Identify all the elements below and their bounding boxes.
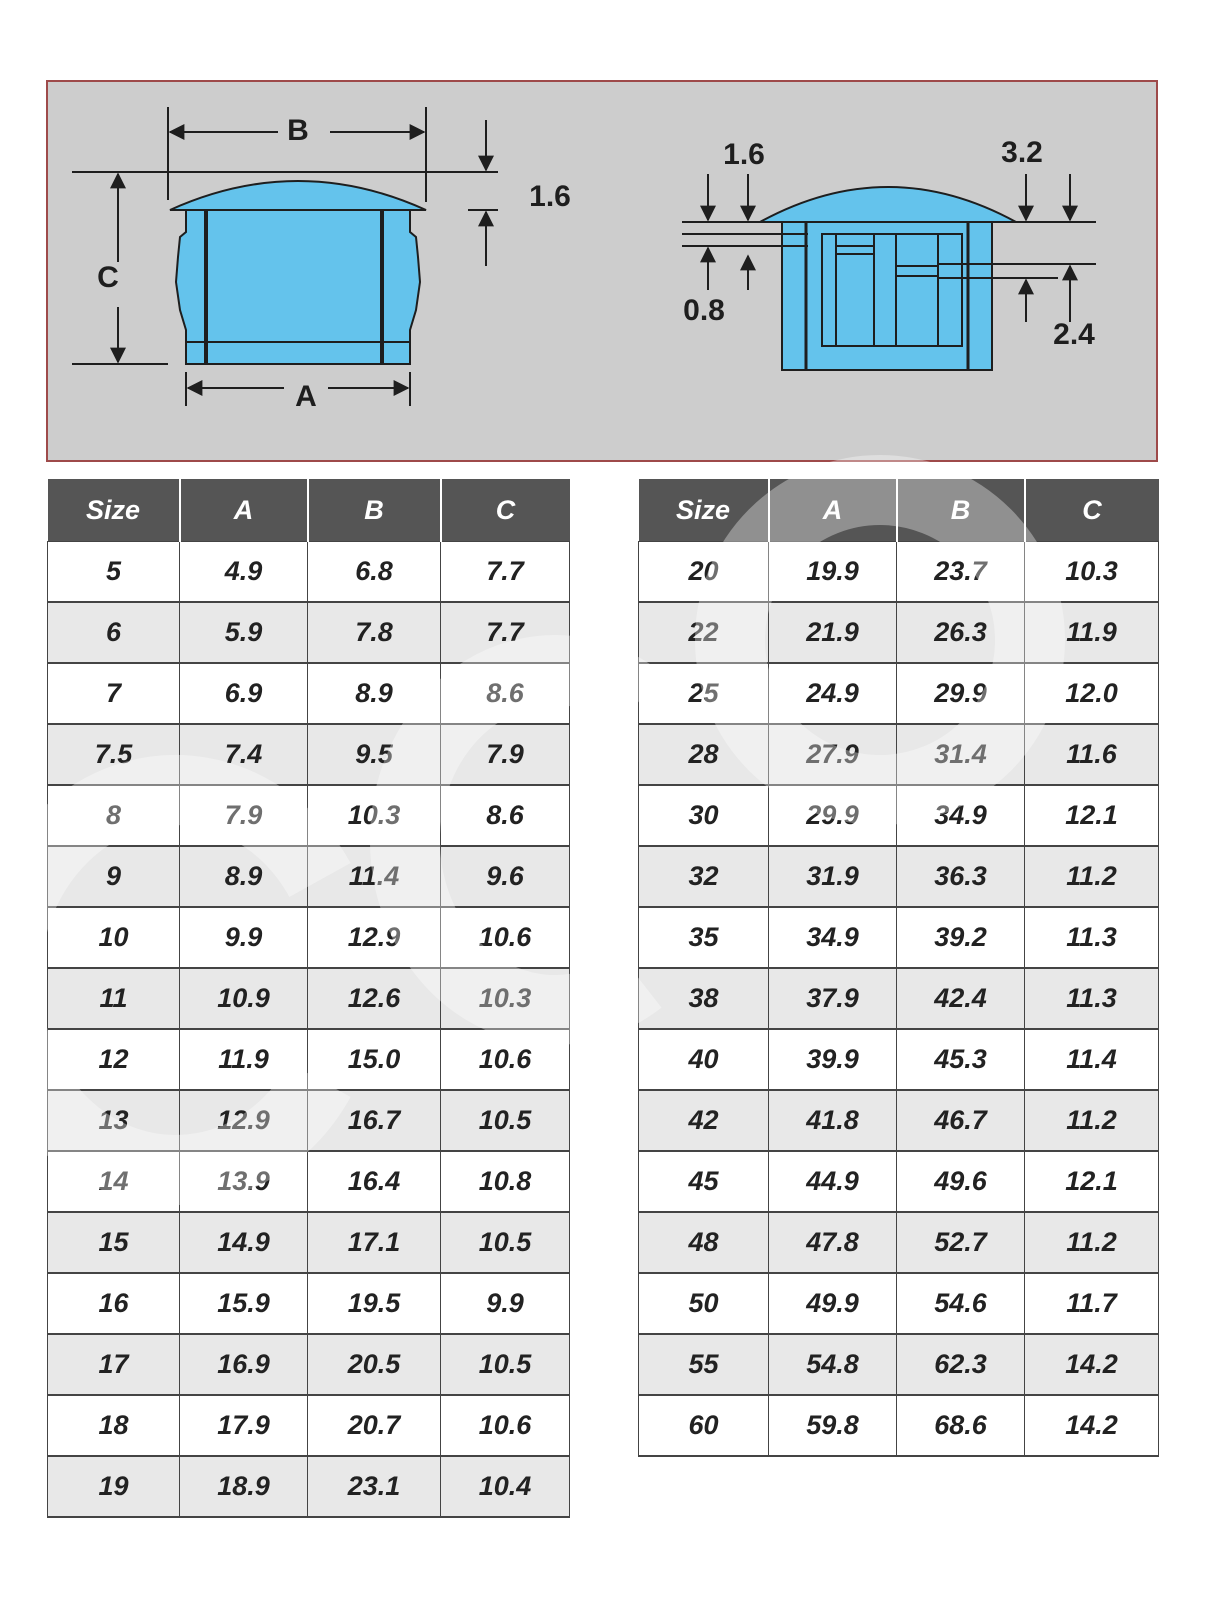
header-b: B — [308, 479, 441, 542]
cell-a: 11.9 — [180, 1029, 308, 1090]
cell-size: 14 — [48, 1151, 180, 1212]
cell-size: 38 — [639, 968, 769, 1029]
cell-b: 9.5 — [308, 724, 441, 785]
cell-size: 6 — [48, 602, 180, 663]
cell-a: 41.8 — [769, 1090, 897, 1151]
cell-a: 18.9 — [180, 1456, 308, 1517]
cell-c: 11.7 — [1025, 1273, 1159, 1334]
cell-c: 7.7 — [441, 602, 570, 663]
diagram-panel — [46, 80, 1158, 462]
table-row — [639, 968, 1159, 1029]
cell-b: 68.6 — [897, 1395, 1025, 1456]
size-table-left — [47, 479, 570, 1518]
table-row — [48, 1395, 570, 1456]
cell-c: 10.5 — [441, 1090, 570, 1151]
cell-a: 14.9 — [180, 1212, 308, 1273]
cell-b: 17.1 — [308, 1212, 441, 1273]
cell-b: 19.5 — [308, 1273, 441, 1334]
cell-a: 13.9 — [180, 1151, 308, 1212]
cell-a: 31.9 — [769, 846, 897, 907]
table-row — [639, 785, 1159, 846]
table-row — [48, 1090, 570, 1151]
header-size: Size — [639, 479, 769, 542]
plug-dimension-drawing — [48, 82, 1156, 460]
cell-a: 10.9 — [180, 968, 308, 1029]
cell-b: 20.5 — [308, 1334, 441, 1395]
cell-b: 23.7 — [897, 542, 1025, 603]
cell-size: 10 — [48, 907, 180, 968]
table-row — [48, 968, 570, 1029]
cell-b: 36.3 — [897, 846, 1025, 907]
cell-b: 7.8 — [308, 602, 441, 663]
dim-2-4: 2.4 — [1053, 318, 1095, 351]
cell-c: 14.2 — [1025, 1395, 1159, 1456]
label-c: C — [97, 261, 119, 294]
cell-size: 7 — [48, 663, 180, 724]
cell-a: 7.4 — [180, 724, 308, 785]
cell-c: 12.1 — [1025, 785, 1159, 846]
table-row — [639, 1273, 1159, 1334]
cell-c: 8.6 — [441, 663, 570, 724]
cell-b: 31.4 — [897, 724, 1025, 785]
cell-c: 10.6 — [441, 907, 570, 968]
cell-size: 55 — [639, 1334, 769, 1395]
cell-c: 11.2 — [1025, 1212, 1159, 1273]
cell-b: 52.7 — [897, 1212, 1025, 1273]
cell-b: 12.6 — [308, 968, 441, 1029]
cell-size: 7.5 — [48, 724, 180, 785]
cell-size: 13 — [48, 1090, 180, 1151]
cell-size: 19 — [48, 1456, 180, 1517]
cell-b: 26.3 — [897, 602, 1025, 663]
cell-b: 42.4 — [897, 968, 1025, 1029]
cell-a: 24.9 — [769, 663, 897, 724]
cell-c: 11.2 — [1025, 846, 1159, 907]
table-row — [639, 907, 1159, 968]
cell-a: 59.8 — [769, 1395, 897, 1456]
dim-1-6-left: 1.6 — [529, 180, 571, 213]
cell-a: 44.9 — [769, 1151, 897, 1212]
cell-b: 6.8 — [308, 542, 441, 603]
cell-a: 8.9 — [180, 846, 308, 907]
cell-a: 16.9 — [180, 1334, 308, 1395]
cell-size: 32 — [639, 846, 769, 907]
cell-c: 10.3 — [441, 968, 570, 1029]
header-c: C — [1025, 479, 1159, 542]
cell-size: 18 — [48, 1395, 180, 1456]
table-row — [639, 1090, 1159, 1151]
cell-c: 11.4 — [1025, 1029, 1159, 1090]
cell-size: 20 — [639, 542, 769, 603]
table-row — [48, 1273, 570, 1334]
cell-b: 11.4 — [308, 846, 441, 907]
table-row — [48, 846, 570, 907]
header-a: A — [769, 479, 897, 542]
cell-b: 16.7 — [308, 1090, 441, 1151]
cell-a: 49.9 — [769, 1273, 897, 1334]
table-row — [639, 724, 1159, 785]
cell-size: 45 — [639, 1151, 769, 1212]
cell-size: 12 — [48, 1029, 180, 1090]
table-row — [639, 1029, 1159, 1090]
label-a: A — [295, 380, 317, 413]
cell-a: 39.9 — [769, 1029, 897, 1090]
cell-c: 9.9 — [441, 1273, 570, 1334]
cell-c: 10.5 — [441, 1334, 570, 1395]
cell-size: 40 — [639, 1029, 769, 1090]
cell-a: 27.9 — [769, 724, 897, 785]
cell-a: 29.9 — [769, 785, 897, 846]
cell-size: 60 — [639, 1395, 769, 1456]
table-row — [48, 1151, 570, 1212]
table-row — [48, 542, 570, 603]
cell-c: 11.9 — [1025, 602, 1159, 663]
cell-size: 9 — [48, 846, 180, 907]
cell-size: 30 — [639, 785, 769, 846]
cell-c: 7.7 — [441, 542, 570, 603]
cell-a: 12.9 — [180, 1090, 308, 1151]
cell-b: 8.9 — [308, 663, 441, 724]
table-row — [48, 724, 570, 785]
cell-c: 7.9 — [441, 724, 570, 785]
table-row — [639, 1395, 1159, 1456]
cell-c: 11.3 — [1025, 907, 1159, 968]
cell-a: 54.8 — [769, 1334, 897, 1395]
table-row — [48, 1456, 570, 1517]
cell-a: 19.9 — [769, 542, 897, 603]
dim-0-8: 0.8 — [683, 294, 725, 327]
cell-a: 7.9 — [180, 785, 308, 846]
cell-c: 11.6 — [1025, 724, 1159, 785]
table-row — [639, 1151, 1159, 1212]
table-row — [639, 602, 1159, 663]
table-row — [48, 1212, 570, 1273]
cell-c: 10.6 — [441, 1395, 570, 1456]
cell-a: 34.9 — [769, 907, 897, 968]
cell-size: 16 — [48, 1273, 180, 1334]
cell-a: 47.8 — [769, 1212, 897, 1273]
cell-b: 10.3 — [308, 785, 441, 846]
cell-c: 10.5 — [441, 1212, 570, 1273]
table-row — [48, 785, 570, 846]
table-row — [48, 602, 570, 663]
cell-c: 10.6 — [441, 1029, 570, 1090]
table-row — [639, 1334, 1159, 1395]
cell-b: 45.3 — [897, 1029, 1025, 1090]
cell-b: 49.6 — [897, 1151, 1025, 1212]
cell-c: 12.0 — [1025, 663, 1159, 724]
cell-c: 12.1 — [1025, 1151, 1159, 1212]
header-a: A — [180, 479, 308, 542]
cell-size: 50 — [639, 1273, 769, 1334]
cell-b: 34.9 — [897, 785, 1025, 846]
cell-a: 9.9 — [180, 907, 308, 968]
cell-c: 9.6 — [441, 846, 570, 907]
dim-1-6-right: 1.6 — [723, 138, 765, 171]
cell-a: 5.9 — [180, 602, 308, 663]
cell-size: 35 — [639, 907, 769, 968]
cell-b: 12.9 — [308, 907, 441, 968]
table-row — [48, 1334, 570, 1395]
cell-size: 11 — [48, 968, 180, 1029]
cell-a: 4.9 — [180, 542, 308, 603]
cell-a: 15.9 — [180, 1273, 308, 1334]
cell-size: 15 — [48, 1212, 180, 1273]
cell-size: 17 — [48, 1334, 180, 1395]
table-row — [48, 1029, 570, 1090]
cell-a: 21.9 — [769, 602, 897, 663]
cell-c: 10.4 — [441, 1456, 570, 1517]
cell-size: 22 — [639, 602, 769, 663]
header-size: Size — [48, 479, 180, 542]
size-table-right — [638, 479, 1159, 1457]
cell-size: 8 — [48, 785, 180, 846]
dim-3-2: 3.2 — [1001, 136, 1043, 169]
cell-c: 10.3 — [1025, 542, 1159, 603]
table-row — [639, 1212, 1159, 1273]
table-row — [639, 846, 1159, 907]
cell-b: 16.4 — [308, 1151, 441, 1212]
cell-a: 6.9 — [180, 663, 308, 724]
table-row — [639, 663, 1159, 724]
table-row — [48, 663, 570, 724]
cell-a: 37.9 — [769, 968, 897, 1029]
cell-c: 14.2 — [1025, 1334, 1159, 1395]
cell-size: 5 — [48, 542, 180, 603]
table-header-row — [639, 479, 1159, 542]
header-c: C — [441, 479, 570, 542]
cell-size: 42 — [639, 1090, 769, 1151]
table-header-row — [48, 479, 570, 542]
cell-size: 48 — [639, 1212, 769, 1273]
header-b: B — [897, 479, 1025, 542]
cell-a: 17.9 — [180, 1395, 308, 1456]
cell-b: 20.7 — [308, 1395, 441, 1456]
cell-c: 10.8 — [441, 1151, 570, 1212]
cell-c: 11.2 — [1025, 1090, 1159, 1151]
cell-b: 15.0 — [308, 1029, 441, 1090]
left-view-part — [170, 181, 426, 364]
label-b: B — [287, 114, 309, 147]
cell-b: 46.7 — [897, 1090, 1025, 1151]
cell-b: 62.3 — [897, 1334, 1025, 1395]
table-row — [639, 542, 1159, 603]
cell-size: 25 — [639, 663, 769, 724]
cell-size: 28 — [639, 724, 769, 785]
cell-c: 11.3 — [1025, 968, 1159, 1029]
cell-c: 8.6 — [441, 785, 570, 846]
cell-b: 54.6 — [897, 1273, 1025, 1334]
table-row — [48, 907, 570, 968]
cell-b: 29.9 — [897, 663, 1025, 724]
cell-b: 23.1 — [308, 1456, 441, 1517]
cell-b: 39.2 — [897, 907, 1025, 968]
